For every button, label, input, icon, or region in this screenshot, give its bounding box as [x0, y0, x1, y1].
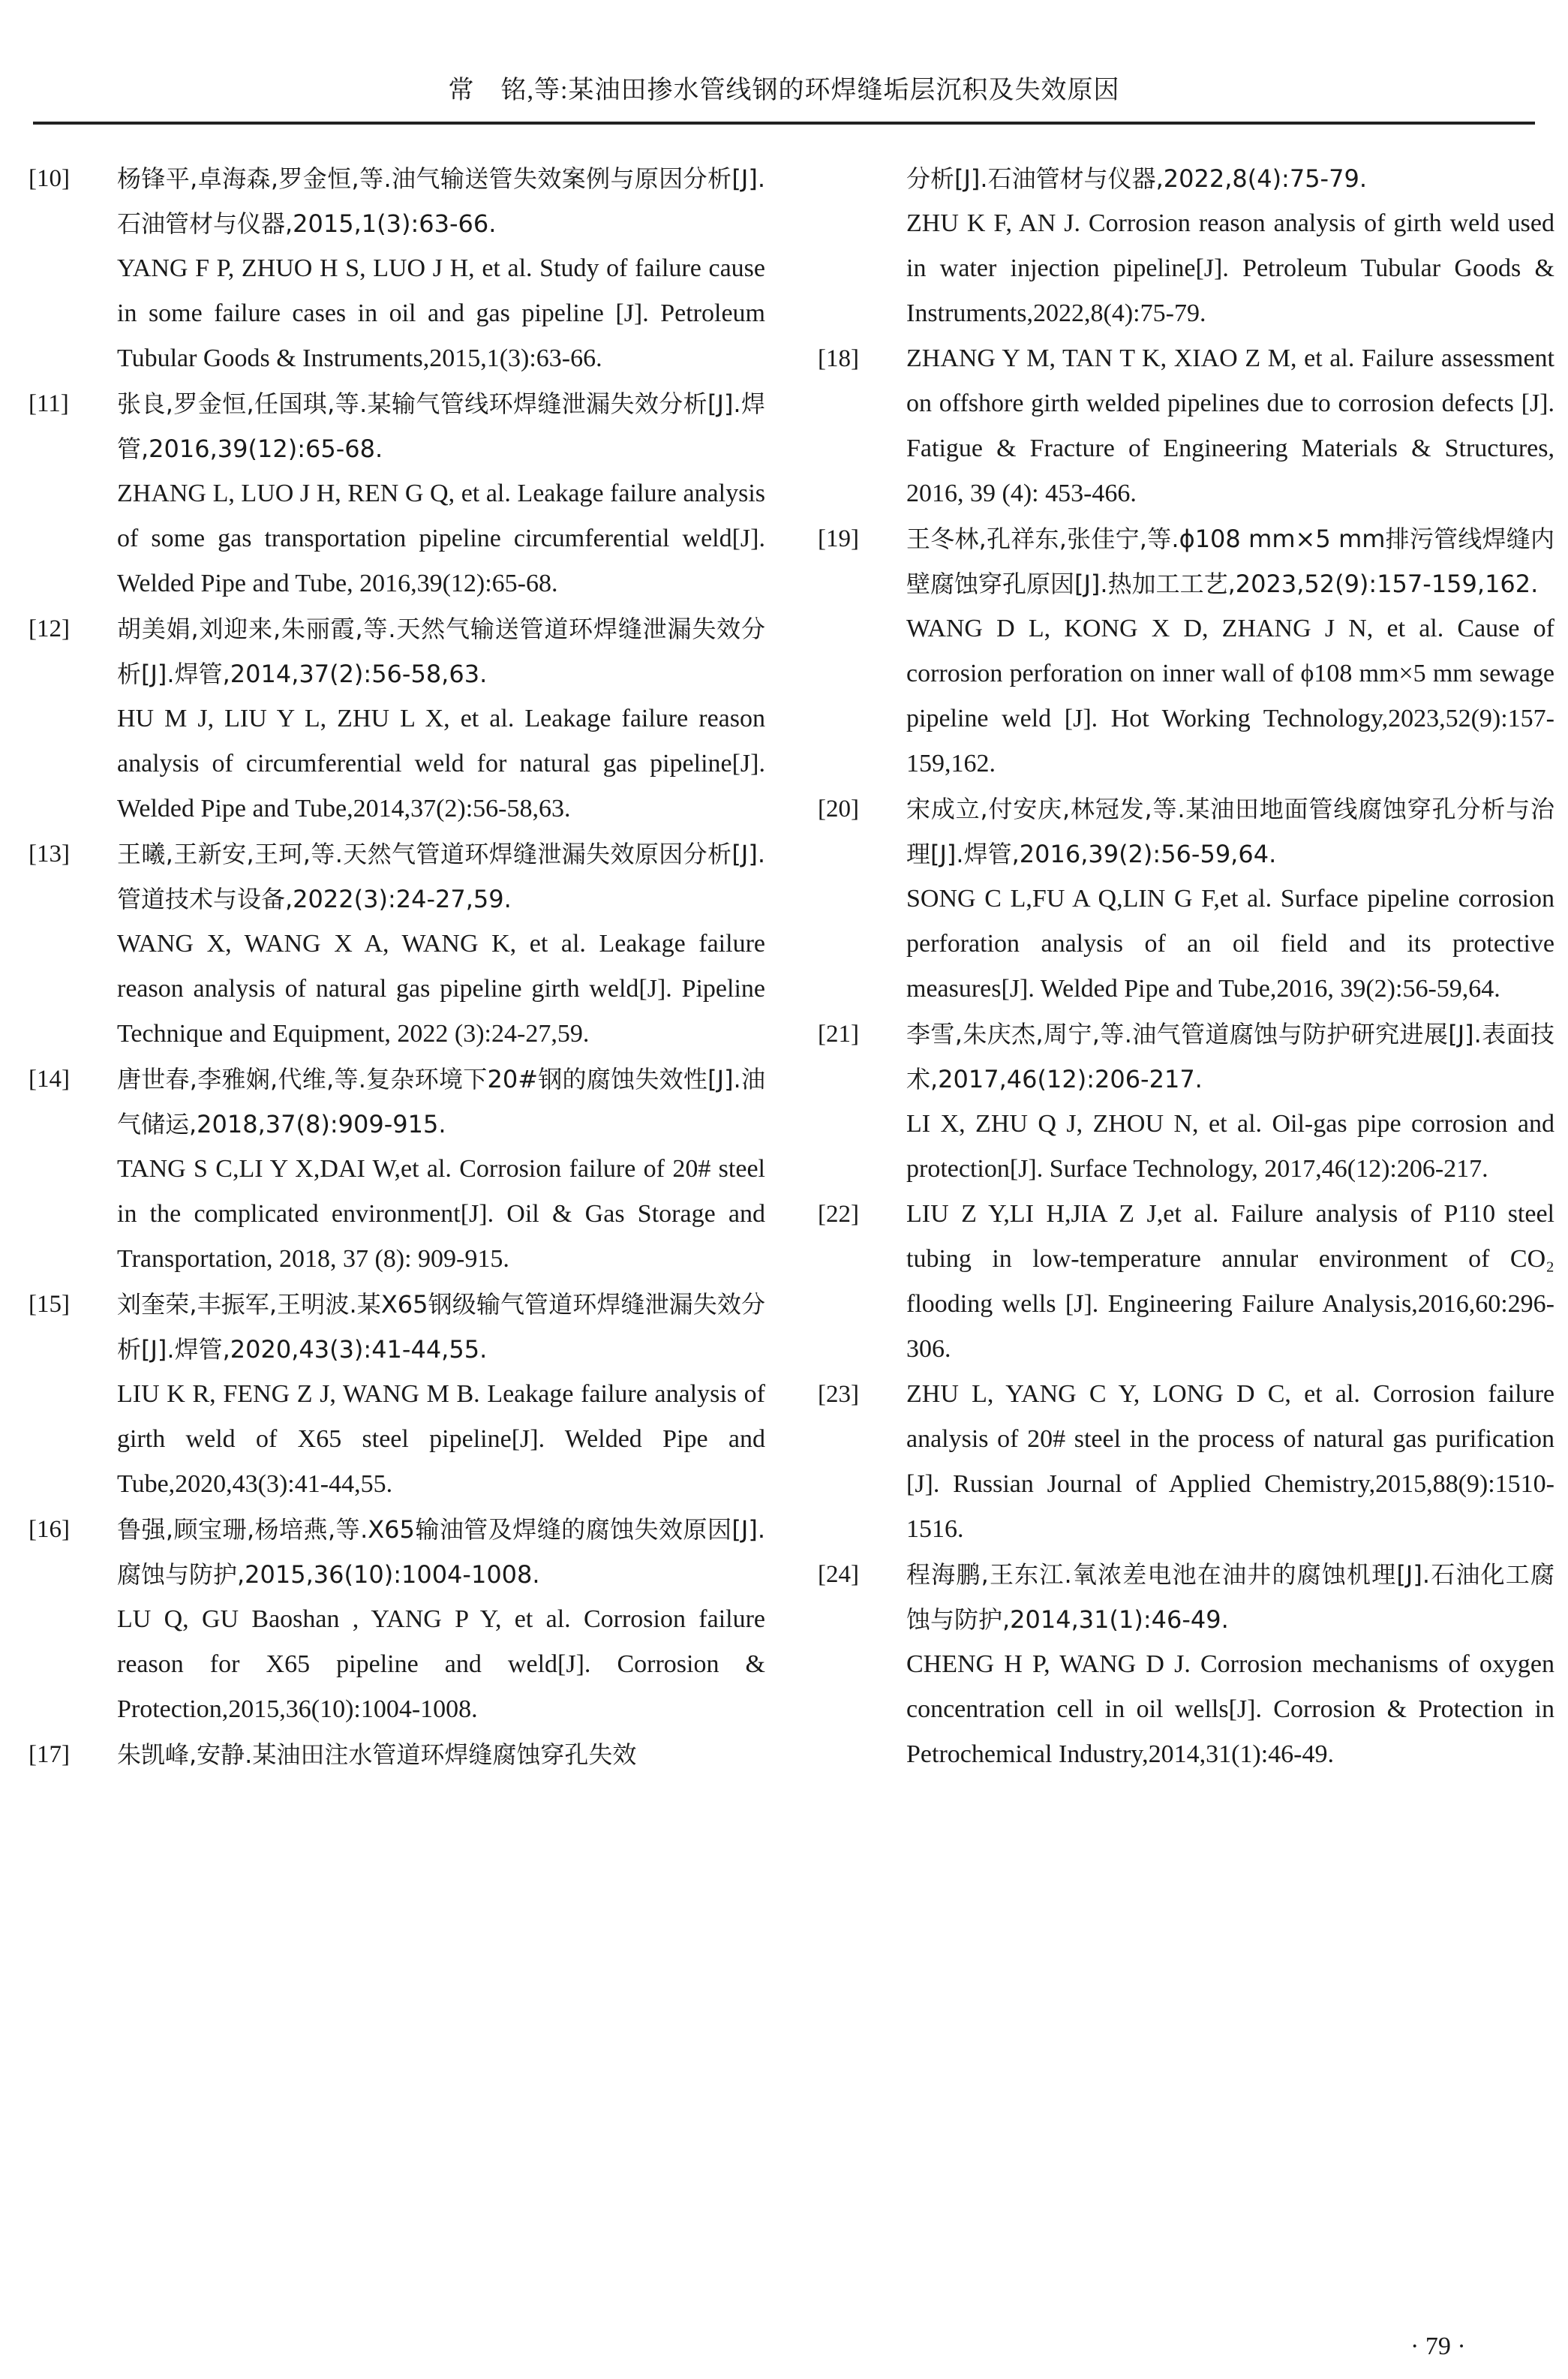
reference-en: LI X, ZHU Q J, ZHOU N, et al. Oil-gas pipe corrosion and protection[J]. Surface Technology, 2017,46(12):206-217.	[906, 1110, 1554, 1183]
reference-entry	[818, 516, 1568, 786]
reference-entry	[29, 1282, 779, 1507]
reference-number: [10]	[29, 165, 70, 192]
reference-body	[117, 1732, 765, 1777]
reference-number: [11]	[29, 390, 69, 417]
reference-body	[906, 1192, 1554, 1372]
reference-body	[906, 336, 1554, 516]
reference-body	[906, 1012, 1554, 1192]
reference-entry	[29, 156, 779, 381]
reference-number: [23]	[818, 1381, 859, 1408]
reference-zh: 刘奎荣,丰振军,王明波.某X65钢级输气管道环焊缝泄漏失效分析[J].焊管,2020,43(3):41-44,55.	[117, 1290, 765, 1364]
page-number: · 79 ·	[1410, 2332, 1466, 2360]
reference-zh: 杨锋平,卓海森,罗金恒,等.油气输送管失效案例与原因分析[J].石油管材与仪器,2015,1(3):63-66.	[117, 164, 765, 238]
reference-en: CHENG H P, WANG D J. Corrosion mechanisms of oxygen concentration cell in oil wells[J]. Corrosion & Protection in Petrochemical Industry,2014,31(1):46-49.	[906, 1650, 1554, 1768]
left-column	[29, 156, 779, 1777]
reference-body	[117, 1057, 765, 1282]
reference-number: [19]	[818, 525, 859, 552]
reference-entry	[29, 1507, 779, 1732]
reference-number: [24]	[818, 1561, 859, 1588]
reference-body	[906, 1372, 1554, 1552]
reference-number: [16]	[29, 1516, 70, 1543]
reference-entry	[29, 832, 779, 1057]
running-header: 常 铭,等:某油田掺水管线钢的环焊缝垢层沉积及失效原因	[448, 77, 1120, 104]
reference-continuation	[906, 156, 1554, 336]
reference-en: ZHANG L, LUO J H, REN G Q, et al. Leakage failure analysis of some gas transportation pipeline circumferential weld[J]. Welded Pipe and Tube, 2016,39(12):65-68.	[117, 480, 765, 597]
reference-en: HU M J, LIU Y L, ZHU L X, et al. Leakage failure reason analysis of circumferential weld for natural gas pipeline[J]. Welded Pipe and Tube,2014,37(2):56-58,63.	[117, 705, 765, 823]
reference-body	[906, 786, 1554, 1012]
reference-en: LU Q, GU Baoshan , YANG P Y, et al. Corrosion failure reason for X65 pipeline and weld[J]. Corrosion & Protection,2015,36(10):1004-1008.	[117, 1605, 765, 1723]
reference-zh: 王曦,王新安,王珂,等.天然气管道环焊缝泄漏失效原因分析[J].管道技术与设备,2022(3):24-27,59.	[117, 840, 765, 913]
reference-en: LIU K R, FENG Z J, WANG M B. Leakage failure analysis of girth weld of X65 steel pipeline[J]. Welded Pipe and Tube,2020,43(3):41-44,55.	[117, 1380, 765, 1498]
reference-number: [13]	[29, 841, 70, 868]
reference-zh: 鲁强,顾宝珊,杨培燕,等.X65输油管及焊缝的腐蚀失效原因[J].腐蚀与防护,2015,36(10):1004-1008.	[117, 1515, 765, 1589]
reference-body	[906, 1552, 1554, 1777]
reference-body	[117, 832, 765, 1057]
header-rule	[33, 122, 1535, 125]
reference-en: YANG F P, ZHUO H S, LUO J H, et al. Study of failure cause in some failure cases in oil and gas pipeline [J]. Petroleum Tubular Goods & Instruments,2015,1(3):63-66.	[117, 254, 765, 372]
reference-body	[117, 606, 765, 832]
reference-en: SONG C L,FU A Q,LIN G F,et al. Surface pipeline corrosion perforation analysis of an oil field and its protective measures[J]. Welded Pipe and Tube,2016, 39(2):56-59,64.	[906, 885, 1554, 1003]
reference-number: [22]	[818, 1201, 859, 1228]
reference-body	[117, 156, 765, 381]
reference-entry	[29, 1732, 779, 1777]
reference-number: [12]	[29, 615, 70, 642]
reference-body	[117, 1282, 765, 1507]
reference-entry	[818, 336, 1568, 516]
reference-zh: 朱凯峰,安静.某油田注水管道环焊缝腐蚀穿孔失效	[117, 1740, 637, 1769]
reference-entry	[29, 1057, 779, 1282]
reference-entry	[818, 1552, 1568, 1777]
reference-number: [14]	[29, 1066, 70, 1093]
reference-number: [21]	[818, 1021, 859, 1048]
reference-body	[117, 1507, 765, 1732]
reference-zh: 宋成立,付安庆,林冠发,等.某油田地面管线腐蚀穿孔分析与治理[J].焊管,2016,39(2):56-59,64.	[906, 795, 1554, 868]
right-column	[818, 156, 1568, 1777]
reference-entry	[818, 1372, 1568, 1552]
reference-entry	[29, 381, 779, 606]
reference-en: WANG X, WANG X A, WANG K, et al. Leakage failure reason analysis of natural gas pipeline girth weld[J]. Pipeline Technique and Equipment, 2022 (3):24-27,59.	[117, 930, 765, 1048]
reference-number: [15]	[29, 1291, 70, 1318]
reference-zh: 李雪,朱庆杰,周宁,等.油气管道腐蚀与防护研究进展[J].表面技术,2017,46(12):206-217.	[906, 1020, 1554, 1093]
reference-en: ZHANG Y M, TAN T K, XIAO Z M, et al. Failure assessment on offshore girth welded pipelines due to corrosion defects [J]. Fatigue & Fracture of Engineering Materials & Structures, 2016, 39 (4): 453-466.	[906, 344, 1554, 507]
reference-en: TANG S C,LI Y X,DAI W,et al. Corrosion failure of 20# steel in the complicated environment[J]. Oil & Gas Storage and Transportation, 2018, 37 (8): 909-915.	[117, 1155, 765, 1273]
reference-entry	[29, 606, 779, 832]
reference-zh: 张良,罗金恒,任国琪,等.某输气管线环焊缝泄漏失效分析[J].焊管,2016,39(12):65-68.	[117, 389, 765, 463]
reference-en: ZHU L, YANG C Y, LONG D C, et al. Corrosion failure analysis of 20# steel in the process of natural gas purification [J]. Russian Journal of Applied Chemistry,2015,88(9):1510-1516.	[906, 1380, 1554, 1543]
reference-zh: 胡美娟,刘迎来,朱丽霞,等.天然气输送管道环焊缝泄漏失效分析[J].焊管,2014,37(2):56-58,63.	[117, 615, 765, 688]
reference-number: [18]	[818, 345, 859, 372]
reference-entry	[818, 1012, 1568, 1192]
reference-en: ZHU K F, AN J. Corrosion reason analysis of girth weld used in water injection pipeline[J]. Petroleum Tubular Goods & Instruments,2022,8(4):75-79.	[906, 209, 1554, 327]
reference-entry	[818, 786, 1568, 1012]
reference-body	[117, 381, 765, 606]
reference-entry	[818, 1192, 1568, 1372]
reference-number: [17]	[29, 1741, 70, 1768]
reference-zh: 唐世春,李雅娴,代维,等.复杂环境下20#钢的腐蚀失效性[J].油气储运,2018,37(8):909-915.	[117, 1065, 765, 1138]
reference-en: LIU Z Y,LI H,JIA Z J,et al. Failure analysis of P110 steel tubing in low-temperature annular environment of CO₂ flooding wells [J]. Engineering Failure Analysis,2016,60:296-306.	[906, 1200, 1554, 1363]
reference-zh: 王冬林,孔祥东,张佳宁,等.ϕ108 mm×5 mm排污管线焊缝内壁腐蚀穿孔原因[J].热加工工艺,2023,52(9):157-159,162.	[906, 525, 1554, 598]
reference-body	[906, 516, 1554, 786]
reference-number: [20]	[818, 796, 859, 823]
reference-zh: 分析[J].石油管材与仪器,2022,8(4):75-79.	[906, 164, 1367, 193]
reference-zh: 程海鹏,王东江.氧浓差电池在油井的腐蚀机理[J].石油化工腐蚀与防护,2014,31(1):46-49.	[906, 1560, 1554, 1634]
reference-en: WANG D L, KONG X D, ZHANG J N, et al. Cause of corrosion perforation on inner wall of ϕ108 mm×5 mm sewage pipeline weld [J]. Hot Working Technology,2023,52(9):157-159,162.	[906, 615, 1554, 777]
